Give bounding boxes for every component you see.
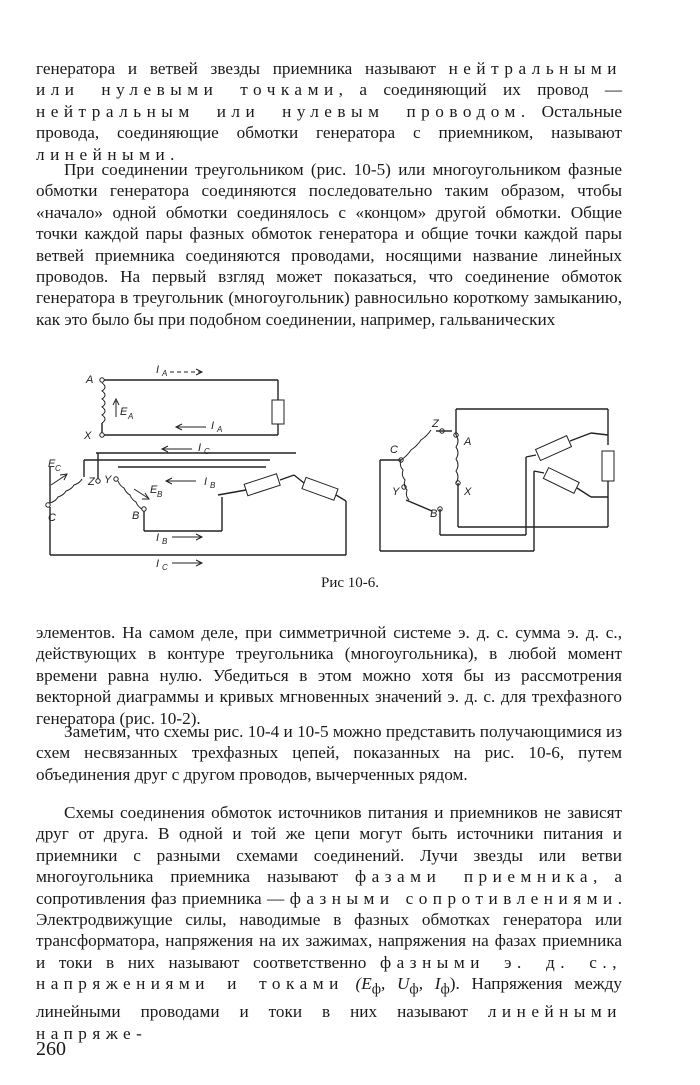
label-b-right: B xyxy=(430,508,438,520)
emf-b-sub: B xyxy=(157,490,163,499)
spaced-term: нейтральными или нулевыми точками xyxy=(36,59,622,100)
paragraph-5 xyxy=(36,802,622,1044)
label-x: X xyxy=(84,430,92,442)
spaced-term: фазными сопротивлениями xyxy=(289,888,618,908)
figure-caption: Рис 10-6. xyxy=(320,575,380,591)
paragraph-2: При соединении треугольником (рис. 10-5) или многоугольником фазные обмотки генератора соединяются последовательно таким образом, чтобы «начало» одной обмотки соединялось с «концом» другой обмотки. Общие точки каждой пары фазных обмоток генератора и общие точки каждой пары ветвей приемника соединяются проводами, носящими название линейных проводов. На первый взгляд может показаться, что соединение обмоток генератора в треугольник (многоугольник) равносильно короткому замыканию, как это было бы при подобном соединении, например, гальванических xyxy=(36,160,622,329)
text-run: . Электродвижущие силы, наводимые в фазных обмотках генератора или трансформатора, напряжения на их зажимах, напряжения на фазах приемника и токи в них называют соответственно xyxy=(36,888,622,972)
text-run: , а соединяющий их провод — xyxy=(338,80,623,100)
paragraph-3: элементов. На самом деле, при симметричной системе э. д. с. сумма э. д. с., действующих в контуре треугольника (многоугольника), в любой момент времени равна нулю. Убедиться в этом можно хотя бы из рассмотрения векторной диаграммы и кривых мгновенных значений э. д. с. для трехфазного генератора (рис. 10-2). xyxy=(36,623,622,728)
subscript: ф xyxy=(409,981,419,998)
load-resistor-a xyxy=(272,400,284,424)
spaced-term: фазными э. д. с., напряжениями и токами xyxy=(36,952,622,994)
emf-b: E xyxy=(150,484,158,496)
label-a: A xyxy=(86,374,94,386)
label-x-right: X xyxy=(464,486,472,498)
load-resistor-c xyxy=(302,477,338,500)
label-z: Z xyxy=(88,476,95,488)
text-run: , а сопротивления фаз приемника — xyxy=(36,867,622,908)
subscript: ф xyxy=(371,981,382,998)
current-ic-top: I xyxy=(198,442,202,454)
spaced-term: линейными xyxy=(36,144,171,164)
label-c-right: C xyxy=(390,444,398,456)
label-y: Y xyxy=(104,474,112,486)
text-run: ). Напряжения между линейными проводами и токи в них называют xyxy=(36,974,622,1022)
label-y-right: Y xyxy=(392,486,400,498)
emf-c-sub: C xyxy=(55,464,61,473)
paragraph-4: Заметим, что схемы рис. 10-4 и 10-5 можно представить получающимися из схем несвязанных трехфазных цепей, показанных на рис. 10-6, путем объединения друг с другом проводов, вычерченных рядом. xyxy=(36,722,622,784)
paragraph-1 xyxy=(36,58,622,165)
load-resistor-right-1 xyxy=(602,451,614,481)
load-resistor-b xyxy=(244,474,280,496)
load-resistor-right-3 xyxy=(543,468,579,494)
text-run: Схемы соединения обмоток источников питания и приемников не зависят друг от друга. В одной и той же цепи могут быть источники питания и приемники с разными схемами соединений. Лучи звезды или ветви многоугольника приемника называют xyxy=(36,803,622,887)
text-run: . xyxy=(170,144,175,164)
current-ia-top-sub: A xyxy=(162,369,168,378)
current-ia-bottom-sub: A xyxy=(217,425,223,434)
text-run: генератора и ветвей звезды приемника называют xyxy=(36,59,449,78)
current-ic-bottom: I xyxy=(156,558,160,570)
current-ia-top: I xyxy=(156,364,160,376)
winding-a xyxy=(102,383,105,423)
emf-a-sub: A xyxy=(128,412,134,421)
current-ib-top: I xyxy=(204,476,208,488)
text-run: . Остальные провода, соединяющие обмотки генератора с приемником, называют xyxy=(36,101,622,143)
phases-bc-circuit xyxy=(46,442,346,572)
label-b: B xyxy=(132,510,140,522)
label-z-right: Z xyxy=(432,418,439,430)
spaced-term: нейтральным или нулевым проводом xyxy=(36,101,521,121)
spaced-term: фазами приемника xyxy=(354,867,593,887)
symbol-text: (E xyxy=(343,974,372,994)
load-resistor-right-2 xyxy=(536,436,572,461)
current-ic-bottom-sub: C xyxy=(162,563,168,572)
winding-b xyxy=(118,481,142,509)
subscript: ф xyxy=(440,981,450,998)
current-ib-bottom-sub: B xyxy=(162,537,168,546)
label-a-right: A xyxy=(464,436,472,448)
symbol-text: , U xyxy=(381,974,410,994)
delta-circuit xyxy=(380,409,614,551)
current-ib-top-sub: B xyxy=(210,481,216,490)
symbol-text: , I xyxy=(418,974,441,994)
emf-c: E xyxy=(48,458,56,470)
current-ia-bottom: I xyxy=(211,420,215,432)
spaced-term: линейными напряже- xyxy=(36,1002,622,1043)
phase-a-circuit xyxy=(83,364,284,442)
current-ib-bottom: I xyxy=(156,532,160,544)
current-ic-top-sub: C xyxy=(204,447,210,456)
page-number: 260 xyxy=(36,1038,66,1060)
emf-a: E xyxy=(120,406,128,418)
label-c: C xyxy=(48,512,56,524)
